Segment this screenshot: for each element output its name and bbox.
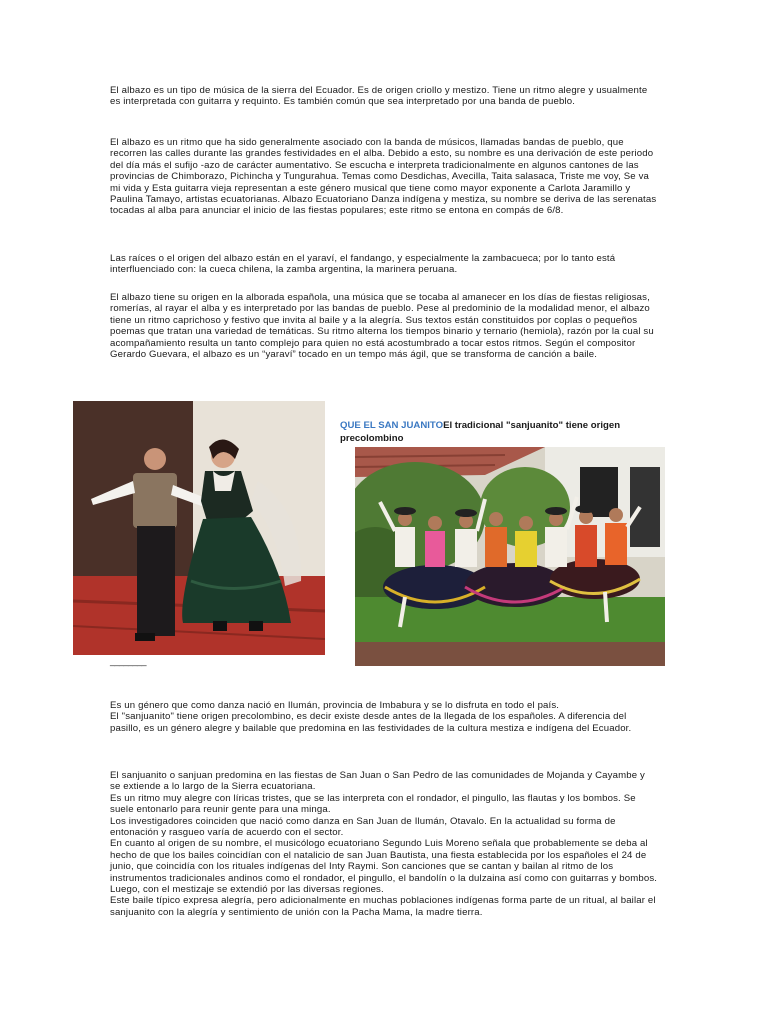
dash-line: ________ [110,656,147,666]
paragraph-albazo-raices: Las raíces o el origen del albazo están en el yaraví, el fandango, y especialmente la zambacueca; por lo tanto está interfluenciado con: la cueca chilena, la zamba argentina, la marinera peruana. [110,253,616,276]
sanjuanito-caption [340,419,660,445]
photo-sanjuanito-group [355,447,665,666]
paragraph-sanjuanito-intro: Es un género que como danza nació en Ilumán, provincia de Imbabura y se lo disfruta en todo el país. El "sanjuanito" tiene origen precolombino, es decir existe desde antes de la llegada de los españoles. A diferencia del pasillo, es un género alegre y bailable que predomina en las festividades de la cultura mestiza e indígena del Ecuador. [110,700,632,734]
paragraph-albazo-origen: El albazo tiene su origen en la alborada española, una música que se tocaba al amanecer en los días de fiestas religiosas, romerías, al rayar el alba y es interpretado por las bandas de pueblo. Pese al predominio de la modalidad menor, el albazo tiene un ritmo caprichoso y festivo que invita al baile y a la alegría. Sus textos están constituidos por coplas o pequeños poemas que tratan una variedad de temáticas. Su ritmo alterna los tiempos binario y ternario (hemiola), razón por la cual su acompañamiento resulta un tanto complejo para quien no está acostumbrado a tocar estos ritmos. Según el compositor Gerardo Guevara, el albazo es un “yaraví” tocado en un tempo más ágil, que se transforma de canción a baile. [110,292,654,361]
paragraph-albazo-intro: El albazo es un tipo de música de la sierra del Ecuador. Es de origen criollo y mestizo. Tiene un ritmo alegre y usualmente es interpretada con guitarra y requinto. Es también común que sea interpretado por una banda de pueblo. [110,85,648,108]
photo-albazo-couple [73,401,325,655]
caption-rest: El tradicional "sanjuanito" tiene origen precolombino [340,420,621,444]
paragraph-albazo-banda: El albazo es un ritmo que ha sido generalmente asociado con la banda de músicos, llamadas bandas de pueblo, que recorren las calles durante las grandes festividades en el alba. Debido a esto, su nombre es una derivación de este periodo del día más el sufijo -azo de carácter aumentativo. Se escucha e interpreta tradicionalmente en algunos cantones de las provincias de Chimborazo, Pichincha y Tungurahua. Temas como Desdichas, Avecilla, Taita salasaca, Triste me voy, Se va mi vida y Esta guitarra vieja representan a este género musical que tiene como mayor exponente a Carlota Jaramillo y Paulina Tamayo, artistas ecuatorianas. Albazo Ecuatoriano Danza indígena y mestiza, su nombre se deriva de las serenatas tocadas al alba para anunciar el inicio de las fiestas populares; este ritmo se entona en compás de 6/8. [110,137,657,217]
caption-highlight: QUE EL SAN JUANITO [340,420,444,431]
paragraph-sanjuanito-details: El sanjuanito o sanjuan predomina en las fiestas de San Juan o San Pedro de las comunidades de Mojanda y Cayambe y se extiende a lo largo de la Sierra ecuatoriana. Es un ritmo muy alegre con líricas tristes, que se las interpreta con el rondador, el pingullo, las flautas y los bombos. Se suele entonarlo para reunir gente para una minga. Los investigadores coinciden que nació como danza en San Juan de Ilumán, Otavalo. En la actualidad su forma de entonación y rasgueo varía de acuerdo con el sector. En cuanto al origen de su nombre, el musicólogo ecuatoriano Segundo Luis Moreno señala que probablemente se deba al hecho de que los bailes coincidían con el natalicio de san Juan Bautista, una fiesta establecida por los españoles el 24 de junio, que coincidía con los rituales indígenas del Inty Raymi. Son canciones que se cantan y bailan al ritmo de los instrumentos tradicionales andinos como el rondador, el pingullo, el bandolín o la dulzaina así como con guitarras y bombos. Luego, con el mestizaje se extendió por las diversas regiones. Este baile típico expresa alegría, pero adicionalmente en muchas poblaciones indígenas forma parte de un ritual, al bailar el sanjuanito con la alegría y sentimiento de unión con la Pacha Mama, la madre tierra. [110,770,658,918]
